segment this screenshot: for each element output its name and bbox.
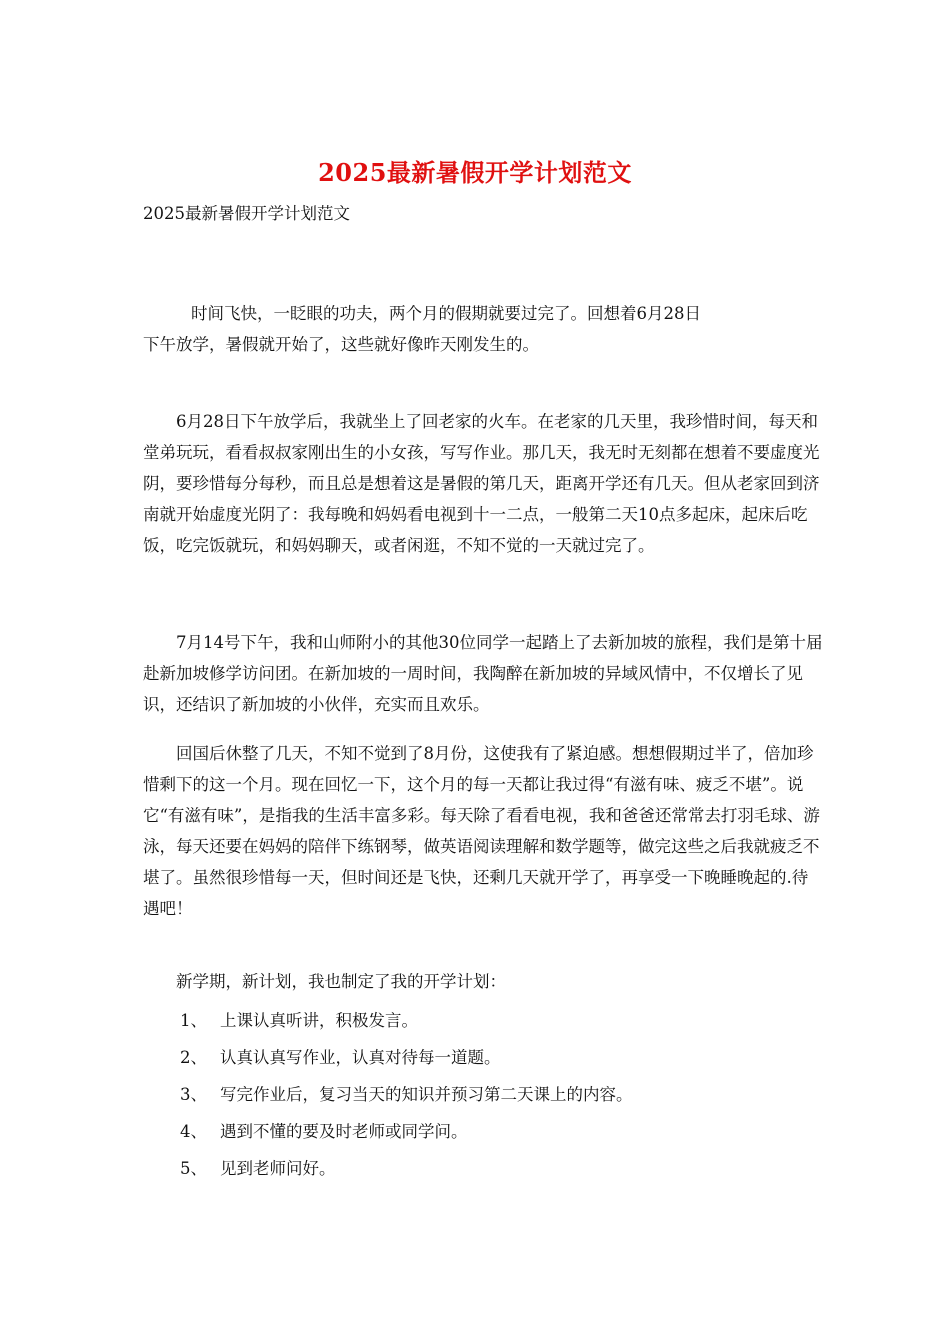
paragraph-3: 7月14号下午，我和山师附小的其他30位同学一起踏上了去新加坡的旅程，我们是第十届赴新加坡修学访问团。在新加坡的一周时间，我陶醉在新加坡的异域风情中，不仅增长了见识，还结识了新加坡的小伙伴，充实而且欢乐。 xyxy=(143,633,823,714)
document-title: 2025最新暑假开学计划范文 xyxy=(318,158,632,187)
plan-item-text: 上课认真听讲，积极发言。 xyxy=(220,1011,418,1030)
paragraph-5: 新学期，新计划，我也制定了我的开学计划： xyxy=(176,972,506,991)
plan-item-text: 认真认真写作业，认真对待每一道题。 xyxy=(220,1048,501,1067)
plan-item-number: 2、 xyxy=(180,1048,207,1067)
paragraph-1-line-1: 时间飞快，一眨眼的功夫，两个月的假期就要过完了。回想着6月28日 xyxy=(191,304,701,323)
paragraph-1 xyxy=(143,298,823,360)
paragraph-2: 6月28日下午放学后，我就坐上了回老家的火车。在老家的几天里，我珍惜时间，每天和堂弟玩玩，看看叔叔家刚出生的小女孩，写写作业。那几天，我无时无刻都在想着不要虚度光阴，要珍惜每分每秒，而且总是想着这是暑假的第几天，距离开学还有几天。但从老家回到济南就开始虚度光阴了：我每晚和妈妈看电视到十一二点，一般第二天10点多起床，起床后吃饭，吃完饭就玩，和妈妈聊天，或者闲逛，不知不觉的一天就过完了。 xyxy=(143,412,820,555)
plan-item-number: 3、 xyxy=(180,1085,207,1104)
plan-item-5 xyxy=(180,1155,336,1179)
plan-item-1 xyxy=(180,1007,418,1031)
plan-item-number: 4、 xyxy=(180,1122,207,1141)
plan-item-number: 5、 xyxy=(180,1159,207,1178)
plan-item-text: 遇到不懂的要及时老师或同学问。 xyxy=(220,1122,468,1141)
plan-item-text: 写完作业后，复习当天的知识并预习第二天课上的内容。 xyxy=(220,1085,633,1104)
plan-item-4 xyxy=(180,1118,468,1142)
plan-item-2 xyxy=(180,1044,501,1068)
plan-item-text: 见到老师问好。 xyxy=(220,1159,336,1178)
paragraph-1-line-2: 下午放学，暑假就开始了，这些就好像昨天刚发生的。 xyxy=(143,335,539,354)
plan-item-number: 1、 xyxy=(180,1011,207,1030)
document-subtitle: 2025最新暑假开学计划范文 xyxy=(143,204,350,223)
paragraph-4: 回国后休整了几天，不知不觉到了8月份，这使我有了紧迫感。想想假期过半了，倍加珍惜剩下的这一个月。现在回忆一下，这个月的每一天都让我过得“有滋有味、疲乏不堪”。说它“有滋有味”，是指我的生活丰富多彩。每天除了看看电视，我和爸爸还常常去打羽毛球、游泳，每天还要在妈妈的陪伴下练钢琴，做英语阅读理解和数学题等，做完这些之后我就疲乏不堪了。虽然很珍惜每一天，但时间还是飞快，还剩几天就开学了，再享受一下晚睡晚起的.待遇吧！ xyxy=(143,744,820,918)
plan-item-3 xyxy=(180,1081,633,1105)
